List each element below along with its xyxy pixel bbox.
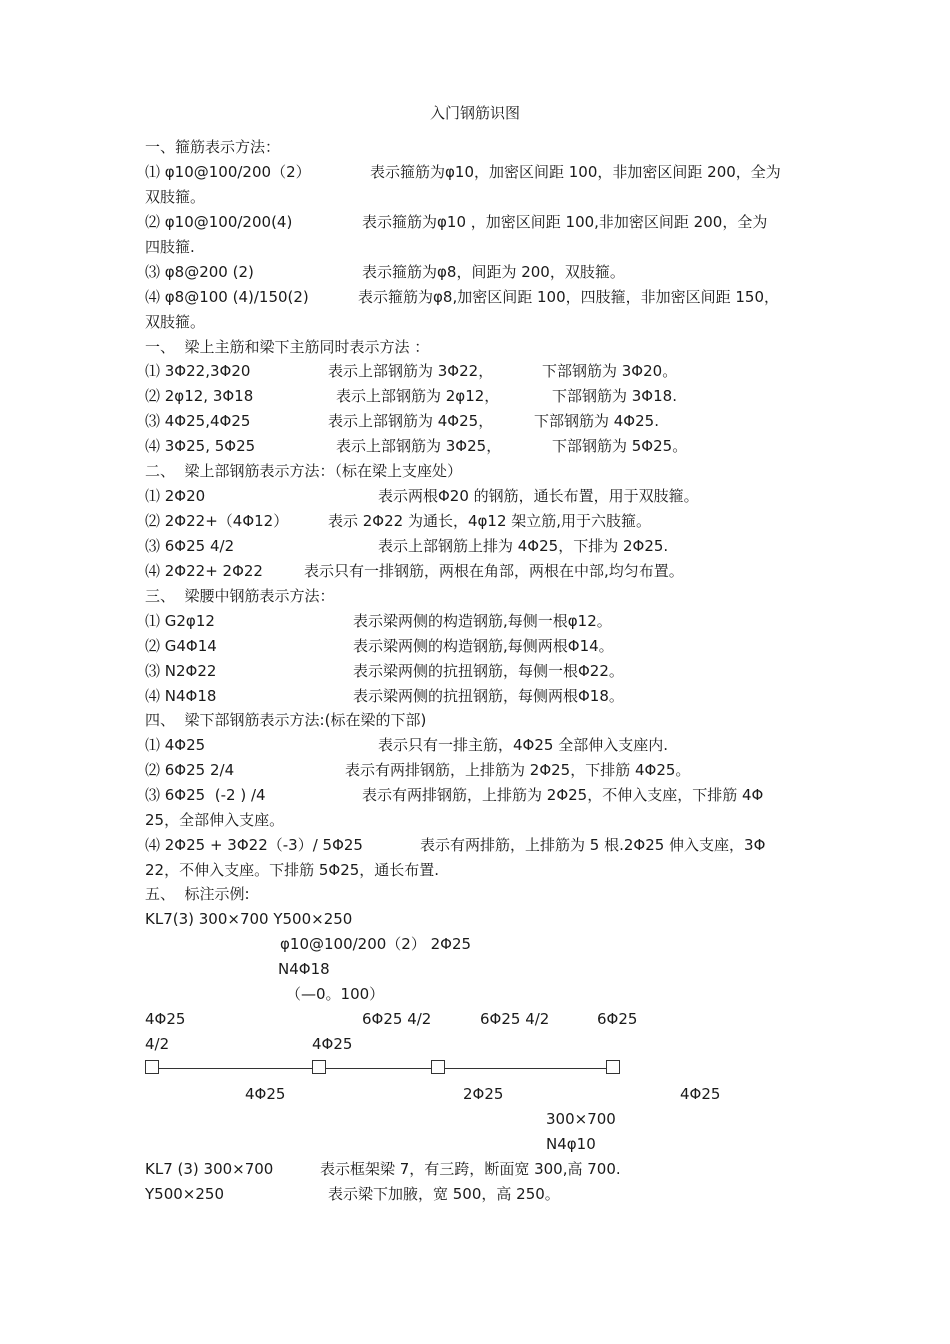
item-code: ⑴ 4Φ25 [145,736,206,754]
item-code: ⑷ 2Φ25 + 3Φ22（-3）/ 5Φ25 [145,836,363,854]
note-code: KL7 (3) 300×700 [145,1160,274,1178]
item-desc-cont: 25，全部伸入支座。 [145,811,285,829]
item-desc: 表示有两排筋，上排筋为 5 根.2Φ25 伸入支座，3Φ [420,836,766,854]
section-heading-stirrup: 一、箍筋表示方法： [145,138,281,156]
item-code: ⑴ 3Φ22,3Φ20 [145,362,251,380]
item-code: ⑶ φ8@200 (2) [145,263,254,281]
item-desc-lower: 下部钢筋为 3Φ20。 [542,362,678,380]
item-code: ⑶ N2Φ22 [145,662,217,680]
item-desc: 表示梁两侧的抗扭钢筋，每侧两根Φ18。 [353,687,624,705]
item-desc-lower: 下部钢筋为 3Φ18. [552,387,677,405]
item-desc: 表示有两排钢筋，上排筋为 2Φ25，不伸入支座，下排筋 4Φ [362,786,764,804]
item-code: ⑷ 2Φ22+ 2Φ22 [145,562,263,580]
example-top-right: 6Φ25 [597,1010,638,1028]
section-heading-bottom-bars: 四、 梁下部钢筋表示方法:(标在梁的下部) [145,711,427,729]
item-code: ⑵ G4Φ14 [145,637,217,655]
item-desc: 表示只有一排钢筋，两根在角部，两根在中部,均匀布置。 [304,562,684,580]
example-section-torsion: N4φ10 [546,1135,596,1153]
item-desc: 表示箍筋为φ8,加密区间距 100，四肢箍，非加密区间距 150， [358,288,780,306]
item-code: ⑴ 2Φ20 [145,487,206,505]
item-desc: 表示梁两侧的构造钢筋,每侧一根φ12。 [353,612,612,630]
support-box [312,1060,326,1074]
item-desc: 表示箍筋为φ10 ，加密区间距 100,非加密区间距 200，全为 [362,213,768,231]
example-torsion: N4Φ18 [278,960,330,978]
support-box [606,1060,620,1074]
example-bottom-1: 4Φ25 [245,1085,286,1103]
example-elevation: （—0。100） [286,985,385,1003]
item-desc: 表示箍筋为φ10，加密区间距 100，非加密区间距 200，全为 [370,163,781,181]
item-desc-cont: 22，不伸入支座。下排筋 5Φ25，通长布置. [145,861,440,879]
item-desc-cont: 双肢箍。 [145,188,206,206]
item-code: ⑵ φ10@100/200(4) [145,213,293,231]
item-code: ⑵ 6Φ25 2/4 [145,761,235,779]
item-desc: 表示 2Φ22 为通长，4φ12 架立筋,用于六肢箍。 [328,512,652,530]
support-box [431,1060,445,1074]
section-heading-main-bars: 一、 梁上主筋和梁下主筋同时表示方法 ： [145,338,430,356]
example-stirrup: φ10@100/200（2） 2Φ25 [280,935,472,953]
item-desc: 表示有两排钢筋，上排筋为 2Φ25，下排筋 4Φ25。 [345,761,691,779]
item-desc: 表示上部钢筋上排为 4Φ25，下排为 2Φ25. [378,537,669,555]
item-desc: 表示两根Φ20 的钢筋，通长布置，用于双肢箍。 [378,487,699,505]
item-code: ⑶ 6Φ25 (-2 ) /4 [145,786,266,804]
example-top-left: 4Φ25 [145,1010,186,1028]
item-code: ⑷ 3Φ25, 5Φ25 [145,437,256,455]
section-heading-waist-bars: 三、 梁腰中钢筋表示方法： [145,587,335,605]
item-desc: 表示梁两侧的构造钢筋,每侧两根Φ14。 [353,637,614,655]
item-code: ⑴ φ10@100/200（2） [145,163,311,181]
item-code: ⑵ 2φ12, 3Φ18 [145,387,254,405]
section-heading-example: 五、 标注示例: [145,885,250,903]
page-title: 入门钢筋识图 [429,104,520,122]
item-desc: 表示梁两侧的抗扭钢筋，每侧一根Φ22。 [353,662,624,680]
item-desc-lower: 下部钢筋为 5Φ25。 [552,437,688,455]
note-desc: 表示框架梁 7，有三跨，断面宽 300,高 700. [320,1160,621,1178]
item-desc-lower: 下部钢筋为 4Φ25. [534,412,659,430]
item-code: ⑷ φ8@100 (4)/150(2) [145,288,309,306]
item-code: ⑷ N4Φ18 [145,687,217,705]
item-code: ⑶ 4Φ25,4Φ25 [145,412,251,430]
item-code: ⑶ 6Φ25 4/2 [145,537,235,555]
item-desc: 表示箍筋为φ8，间距为 200，双肢箍。 [362,263,625,281]
note-code: Y500×250 [145,1185,224,1203]
item-desc: 表示只有一排主筋，4Φ25 全部伸入支座内. [378,736,668,754]
example-bottom-3: 4Φ25 [680,1085,721,1103]
example-beam-id: KL7(3) 300×700 Y500×250 [145,910,353,928]
example-sub-left: 4/2 [145,1035,170,1053]
example-sub-mid: 4Φ25 [312,1035,353,1053]
item-code: ⑴ G2φ12 [145,612,215,630]
support-box [145,1060,159,1074]
item-desc: 表示上部钢筋为 4Φ25， [328,412,494,430]
item-desc: 表示上部钢筋为 2φ12， [336,387,500,405]
beam-line [159,1068,615,1069]
example-section-dim: 300×700 [546,1110,616,1128]
example-top-mid2: 6Φ25 4/2 [480,1010,550,1028]
item-desc-cont: 四肢箍. [145,238,195,256]
item-desc: 表示上部钢筋为 3Φ25， [336,437,502,455]
item-desc: 表示上部钢筋为 3Φ22， [328,362,494,380]
example-top-mid: 6Φ25 4/2 [362,1010,432,1028]
item-code: ⑵ 2Φ22+（4Φ12） [145,512,289,530]
section-heading-top-bars: 二、 梁上部钢筋表示方法：（标在梁上支座处） [145,462,463,480]
note-desc: 表示梁下加腋，宽 500，高 250。 [328,1185,560,1203]
example-bottom-2: 2Φ25 [463,1085,504,1103]
item-desc-cont: 双肢箍。 [145,313,206,331]
